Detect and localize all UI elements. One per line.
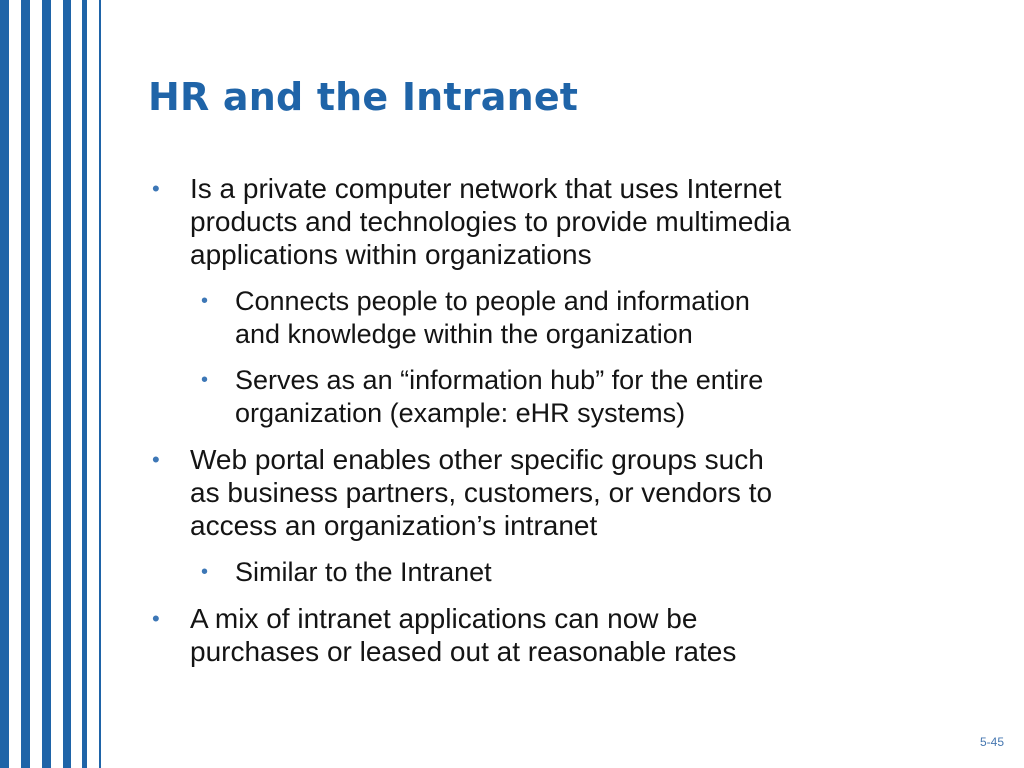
bullet-line: as business partners, customers, or vendors to	[190, 477, 773, 508]
bullet-item	[152, 443, 952, 542]
bullet-item	[152, 602, 952, 668]
stripe	[0, 0, 9, 768]
stripe	[42, 0, 51, 768]
bullet-item	[152, 172, 952, 271]
stripe	[99, 0, 101, 768]
slide-number: 5-45	[979, 735, 1004, 749]
bullet-line: access an organization’s intranet	[190, 510, 598, 541]
sub-bullet-item	[152, 364, 952, 430]
bullet-marker: •	[201, 561, 209, 583]
bullet-marker: •	[152, 176, 160, 201]
bullet-line: A mix of intranet applications can now be	[190, 603, 698, 634]
bullet-marker: •	[152, 447, 160, 472]
bullet-line: Serves as an “information hub” for the entire	[235, 365, 764, 395]
stripe	[63, 0, 71, 768]
bullet-list	[152, 172, 952, 682]
bullet-marker: •	[152, 606, 160, 631]
decorative-stripes	[0, 0, 110, 768]
sub-bullet-item	[152, 285, 952, 351]
bullet-line: organization (example: eHR systems)	[235, 398, 686, 428]
slide-title: HR and the Intranet	[148, 75, 579, 119]
bullet-line: Is a private computer network that uses Internet	[190, 173, 782, 204]
bullet-line: Connects people to people and information	[235, 286, 750, 316]
bullet-line: products and technologies to provide multimedia	[190, 206, 791, 237]
stripe	[82, 0, 87, 768]
stripe	[21, 0, 30, 768]
bullet-line: Web portal enables other specific groups such	[190, 444, 764, 475]
bullet-marker: •	[201, 290, 209, 312]
bullet-line: purchases or leased out at reasonable rates	[190, 636, 737, 667]
bullet-line: Similar to the Intranet	[235, 557, 492, 587]
sub-bullet-item	[152, 556, 952, 589]
bullet-line: applications within organizations	[190, 239, 592, 270]
bullet-marker: •	[201, 369, 209, 391]
bullet-line: and knowledge within the organization	[235, 319, 693, 349]
